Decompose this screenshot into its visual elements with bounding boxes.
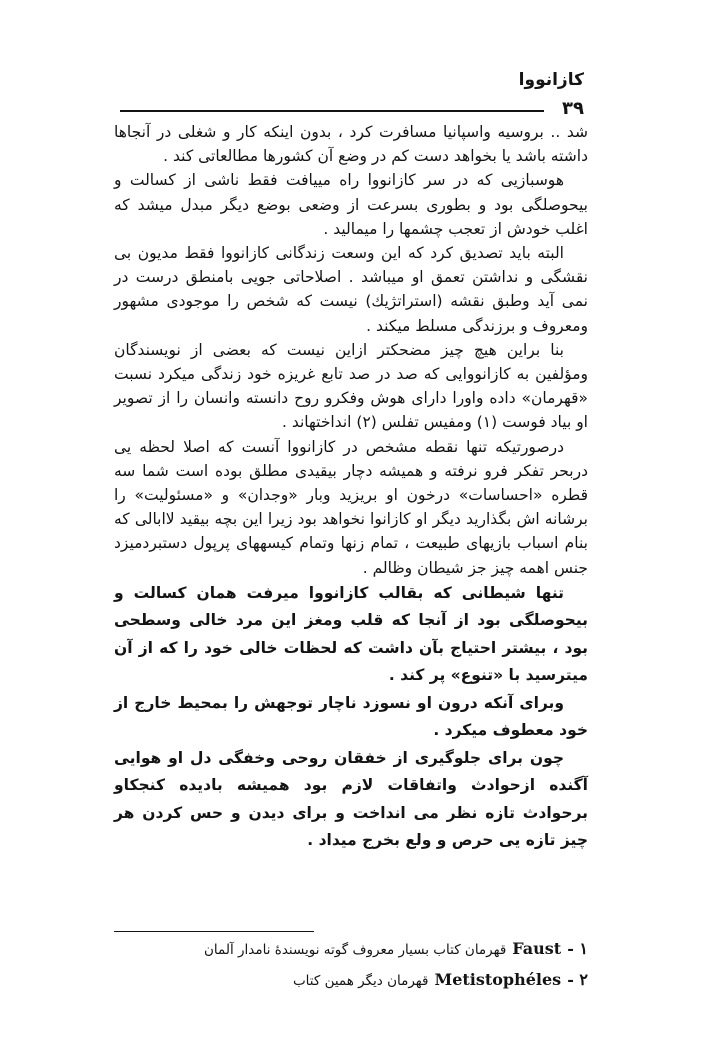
paragraph: البته باید تصدیق کرد که این وسعت زندگانی کازانووا فقط مدیون بی نقشگی و نداشتن تعمق او میباشد . اصلاحاتی جویی بامنطق درست در نمی آید وطبق نقشه (استراتژیك) نیست که شخص را موجودی مشهور ومعروف و برزندگی مسلط میکند .	[114, 244, 588, 335]
running-title: کازانووا	[518, 70, 584, 90]
paragraph: بنا براین هیچ چیز مضحکتر ازاین نیست که بعضی از نویسندگان ومؤلفین به کازانووایی که صد در صد تابع غریزه خود زندگی میکرد نسبت «قهرمان» داده واورا دارای هوش وفکرو روح دانسته وانسان را از تصویر او بیاد فوست (۱) ومفیس تفلس (۲) انداختهاند .	[114, 340, 588, 432]
footnote-number: ۲ -	[567, 970, 588, 989]
paragraph: چون برای جلوگیری از خفقان روحی وخفگی دل او هوایی آگنده ازحوادث واتفاقات لازم بود همیشه بادیده کنجکاو برحوادث تازه نظر می انداخت و برای دیدن و حس کردن هر چیز تازه یی حرص و ولع بخرج میداد .	[114, 748, 588, 850]
page-number: ۳۹	[562, 98, 584, 119]
paragraph: درصورتیکه تنها نقطه مشخص در کازانووا آنست که اصلا لحظه یی دربحر تفکر فرو نرفته و همیشه دچار بیقیدی مطلق بوده است شما سه قطره «احساسات» درخون او بریزید وبار «وجدان» و «مسئولیت» را برشانه اش بگذارید دیگر او کازانوا نخواهد بود زیرا این بچه بیقید لاابالی که بنام اسباب بازیهای طبیعت ، تمام زنها وتمام کیسههای پرپول دستبردمیزد جنس اهمه چیز جز شیطان وظالم .	[114, 437, 588, 577]
footnote-number: ۱ -	[567, 939, 588, 958]
footnote-text: قهرمان دیگر همین کتاب	[292, 973, 429, 989]
paragraph: شد .. بروسیه واسپانیا مسافرت کرد ، بدون اینکه کار و شغلی در آنجاها داشته باشد یا بخواهد دست کم در وضع آن کشورها مطالعاتی کند .	[114, 123, 588, 166]
footnotes	[114, 934, 588, 996]
footnote-rule	[114, 931, 314, 932]
header-rule	[120, 110, 544, 112]
footnote	[114, 934, 588, 965]
paragraph: هوسبازیی که در سر کازانووا راه مییافت فقط ناشی از کسالت و بیحوصلگی بود و بطوری بسرعت از وضعی بوضع دیگر مبدل میشد که اغلب خودش از تعجب چشمها را میمالید .	[114, 171, 588, 238]
footnote-text: قهرمان کتاب بسیار معروف گوته نویسندهٔ نامدار آلمان	[204, 942, 507, 958]
paragraph: وبرای آنکه درون او نسوزد ناچار توجهش را بمحیط خارج از خود معطوف میکرد .	[114, 693, 588, 740]
body-text	[114, 120, 588, 855]
footnote-latin-name: Metistophéles	[434, 970, 562, 989]
paragraph: تنها شیطانی که بقالب کازانووا میرفت همان کسالت و بیحوصلگی بود از آنجا که قلب ومغز این مرد خالی وسطحی بود ، بیشتر احتیاج بآن داشت که لحظات خالی خود را که از آن میترسید با «تنوع» پر کند .	[114, 583, 588, 685]
footnote	[114, 965, 588, 996]
footnote-latin-name: Faust	[512, 939, 562, 958]
